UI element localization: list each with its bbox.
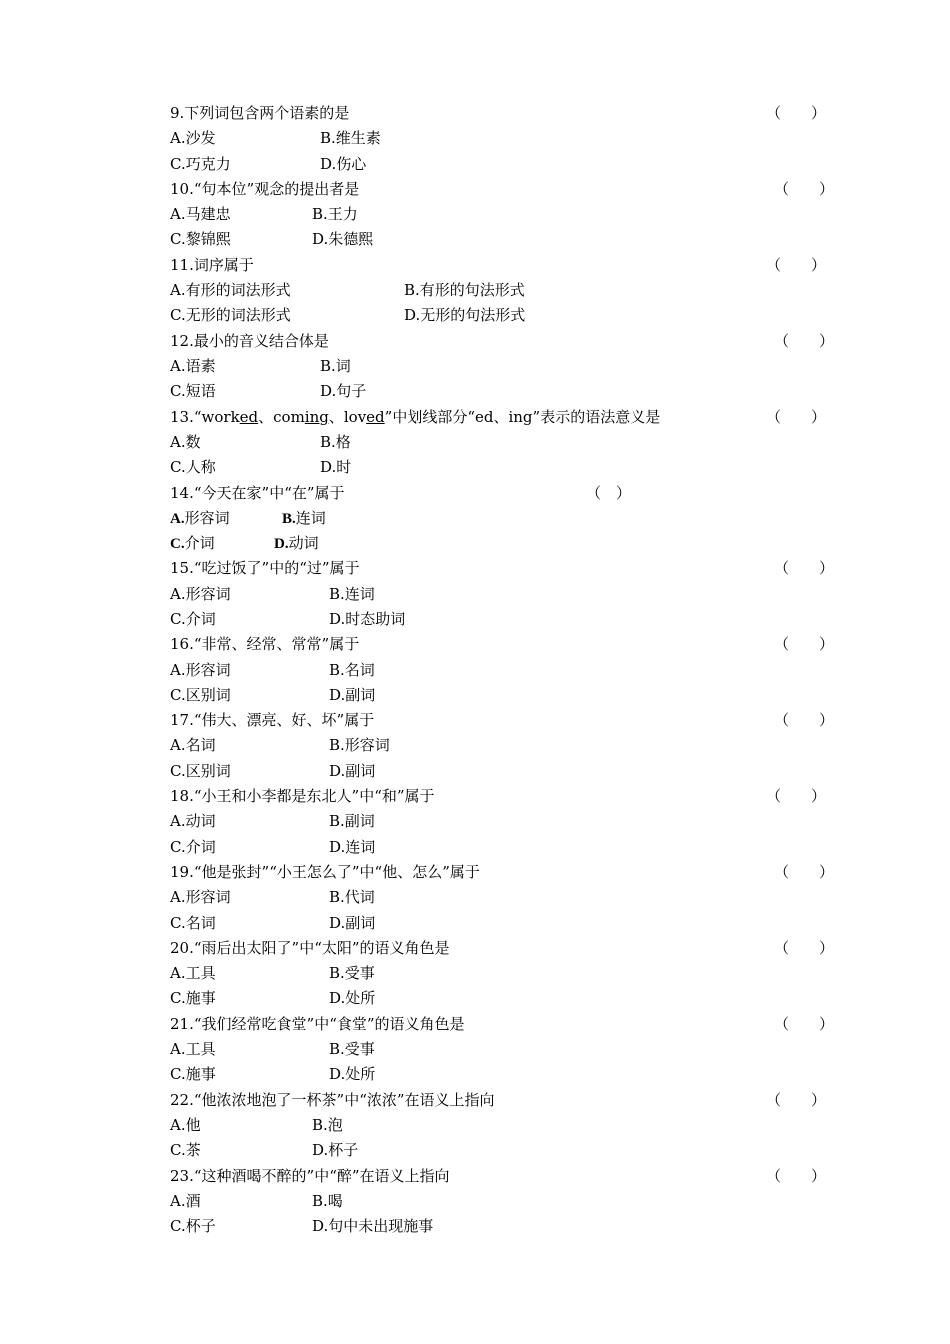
option-a[interactable]: A.形容词 bbox=[170, 508, 230, 527]
options-line bbox=[170, 531, 850, 556]
option-c[interactable]: C.介词 bbox=[170, 534, 215, 553]
option-d[interactable]: D.时 bbox=[320, 458, 352, 477]
question-stem: 9.下列词包含两个语素的是 bbox=[170, 104, 350, 122]
answer-parentheses[interactable]: （ ） bbox=[586, 483, 632, 502]
option-a[interactable]: A.数 bbox=[170, 432, 201, 451]
question-stem-line bbox=[170, 784, 850, 809]
options-line bbox=[170, 455, 850, 480]
question-block bbox=[170, 177, 850, 253]
options-line bbox=[170, 1113, 850, 1138]
question-stem-line bbox=[170, 708, 850, 733]
question-block bbox=[170, 481, 850, 557]
option-a[interactable]: A.工具 bbox=[170, 1040, 216, 1059]
option-c[interactable]: C.杯子 bbox=[170, 1217, 216, 1236]
option-c[interactable]: C.人称 bbox=[170, 458, 216, 477]
question-stem: 12.最小的音义结合体是 bbox=[170, 331, 329, 350]
answer-parentheses[interactable]: （ ） bbox=[766, 104, 827, 122]
answer-parentheses[interactable]: （ ） bbox=[766, 255, 827, 274]
answer-parentheses[interactable]: （ ） bbox=[774, 179, 835, 198]
options-line bbox=[170, 683, 850, 708]
option-b[interactable]: B.王力 bbox=[312, 205, 358, 224]
question-stem-line bbox=[170, 405, 850, 430]
option-a[interactable]: A.形容词 bbox=[170, 888, 231, 907]
option-b[interactable]: B.词 bbox=[320, 356, 351, 375]
options-line bbox=[170, 152, 850, 177]
option-b[interactable]: B.名词 bbox=[329, 660, 375, 679]
question-block bbox=[170, 632, 850, 708]
options-line bbox=[170, 885, 850, 910]
question-stem: 21.“我们经常吃食堂”中“食堂”的语义角色是 bbox=[170, 1014, 465, 1033]
question-stem: 22.“他浓浓地泡了一杯茶”中“浓浓”在语义上指向 bbox=[170, 1090, 495, 1109]
options-line bbox=[170, 506, 850, 531]
question-block bbox=[170, 101, 850, 177]
option-a[interactable]: A.语素 bbox=[170, 356, 216, 375]
option-a[interactable]: A.沙发 bbox=[170, 129, 216, 148]
question-stem-line bbox=[170, 1012, 850, 1037]
options-line bbox=[170, 986, 850, 1011]
question-stem: 10.“句本位”观念的提出者是 bbox=[170, 179, 360, 198]
options-line bbox=[170, 835, 850, 860]
option-b[interactable]: B.受事 bbox=[329, 1040, 375, 1059]
answer-parentheses[interactable]: （ ） bbox=[766, 1166, 827, 1185]
question-block bbox=[170, 784, 850, 860]
question-stem-line bbox=[170, 556, 850, 581]
answer-parentheses[interactable]: （ ） bbox=[766, 787, 827, 806]
option-c[interactable]: C.黎锦熙 bbox=[170, 230, 231, 249]
question-stem bbox=[170, 405, 660, 430]
question-block bbox=[170, 1164, 850, 1240]
question-block bbox=[170, 556, 850, 632]
answer-parentheses[interactable]: （ ） bbox=[774, 635, 835, 654]
answer-parentheses[interactable]: （ ） bbox=[774, 863, 835, 881]
question-stem: 15.“吃过饭了”中的“过”属于 bbox=[170, 559, 360, 578]
options-line bbox=[170, 1214, 850, 1239]
option-b[interactable]: B.格 bbox=[320, 432, 351, 451]
question-stem-line bbox=[170, 1088, 850, 1113]
options-line bbox=[170, 1138, 850, 1163]
option-c[interactable]: C.短语 bbox=[170, 382, 216, 401]
option-c[interactable]: C.区别词 bbox=[170, 685, 231, 704]
stem-text: ”中划线部分“ed、ing”表示的语法意义是 bbox=[384, 407, 661, 426]
options-line bbox=[170, 658, 850, 683]
options-line bbox=[170, 582, 850, 607]
question-stem: 17.“伟大、漂亮、好、坏”属于 bbox=[170, 711, 375, 730]
option-d[interactable]: D.句中未出现施事 bbox=[312, 1217, 434, 1236]
options-line bbox=[170, 911, 850, 936]
underlined-suffix: ed bbox=[239, 407, 259, 426]
option-a[interactable]: A.动词 bbox=[170, 812, 216, 831]
option-c[interactable]: C.介词 bbox=[170, 837, 216, 856]
answer-parentheses[interactable]: （ ） bbox=[774, 331, 835, 350]
option-c[interactable]: C.施事 bbox=[170, 1065, 216, 1084]
question-block bbox=[170, 329, 850, 405]
option-a[interactable]: A.有形的词法形式 bbox=[170, 281, 291, 300]
option-d[interactable]: D.连词 bbox=[329, 837, 376, 856]
options-line bbox=[170, 303, 850, 328]
answer-parentheses[interactable]: （ ） bbox=[774, 559, 835, 578]
question-stem-line bbox=[170, 101, 850, 126]
question-stem: 16.“非常、经常、常常”属于 bbox=[170, 635, 360, 654]
option-a[interactable]: A.名词 bbox=[170, 736, 216, 755]
options-line bbox=[170, 961, 850, 986]
options-line bbox=[170, 278, 850, 303]
option-c[interactable]: C.施事 bbox=[170, 989, 216, 1008]
option-d[interactable]: D.副词 bbox=[329, 761, 376, 780]
options-line bbox=[170, 1189, 850, 1214]
option-d[interactable]: D.动词 bbox=[274, 534, 319, 553]
option-b[interactable]: B.副词 bbox=[329, 812, 375, 831]
option-d[interactable]: D.时态助词 bbox=[329, 609, 406, 628]
question-stem-line bbox=[170, 632, 850, 657]
question-stem: 20.“雨后出太阳了”中“太阳”的语义角色是 bbox=[170, 938, 450, 957]
option-a[interactable]: A.酒 bbox=[170, 1191, 201, 1210]
options-line bbox=[170, 126, 850, 151]
underlined-suffix: ed bbox=[366, 407, 385, 426]
underlined-suffix: ing bbox=[304, 407, 329, 426]
option-b[interactable]: B.有形的句法形式 bbox=[404, 281, 525, 300]
question-stem: 11.词序属于 bbox=[170, 255, 254, 274]
option-a[interactable]: A.他 bbox=[170, 1115, 201, 1134]
stem-text: 13.“work bbox=[170, 407, 240, 426]
option-a[interactable]: A.马建忠 bbox=[170, 205, 231, 224]
option-b[interactable]: B.维生素 bbox=[320, 129, 381, 148]
option-a[interactable]: A.形容词 bbox=[170, 660, 231, 679]
option-d[interactable]: D.伤心 bbox=[320, 154, 367, 173]
question-block bbox=[170, 1012, 850, 1088]
option-b[interactable]: B.喝 bbox=[312, 1191, 343, 1210]
question-stem-line bbox=[170, 936, 850, 961]
question-stem-line bbox=[170, 481, 850, 506]
options-line bbox=[170, 1062, 850, 1087]
question-stem: 19.“他是张封”“小王怎么了”中“他、怎么”属于 bbox=[170, 863, 480, 881]
option-b[interactable]: B.形容词 bbox=[329, 736, 390, 755]
answer-parentheses[interactable]: （ ） bbox=[774, 711, 835, 730]
question-block bbox=[170, 405, 850, 481]
question-block bbox=[170, 253, 850, 329]
option-d[interactable]: D.副词 bbox=[329, 913, 376, 932]
options-line bbox=[170, 607, 850, 632]
answer-parentheses[interactable]: （ ） bbox=[766, 407, 827, 426]
question-block bbox=[170, 708, 850, 784]
option-d[interactable]: D.朱德熙 bbox=[312, 230, 374, 249]
question-stem: 18.“小王和小李都是东北人”中“和”属于 bbox=[170, 787, 435, 806]
question-stem-line bbox=[170, 253, 850, 278]
option-b[interactable]: B.受事 bbox=[329, 964, 375, 983]
option-d[interactable]: D.无形的句法形式 bbox=[404, 306, 526, 325]
question-stem: 14.“今天在家”中“在”属于 bbox=[170, 483, 345, 502]
option-a[interactable]: A.工具 bbox=[170, 964, 216, 983]
option-c[interactable]: C.名词 bbox=[170, 913, 216, 932]
option-c[interactable]: C.巧克力 bbox=[170, 154, 231, 173]
question-stem-line bbox=[170, 329, 850, 354]
options-line bbox=[170, 430, 850, 455]
question-stem: 23.“这种酒喝不醉的”中“醉”在语义上指向 bbox=[170, 1166, 450, 1185]
options-line bbox=[170, 379, 850, 404]
option-c[interactable]: C.区别词 bbox=[170, 761, 231, 780]
stem-text: 、com bbox=[258, 407, 305, 426]
option-b[interactable]: B.连词 bbox=[282, 508, 326, 527]
answer-parentheses[interactable]: （ ） bbox=[774, 1014, 835, 1033]
question-block bbox=[170, 936, 850, 1012]
option-c[interactable]: C.无形的词法形式 bbox=[170, 306, 291, 325]
option-c[interactable]: C.茶 bbox=[170, 1141, 201, 1160]
option-b[interactable]: B.连词 bbox=[329, 584, 375, 603]
option-d[interactable]: D.句子 bbox=[320, 382, 367, 401]
options-line bbox=[170, 759, 850, 784]
answer-parentheses[interactable]: （ ） bbox=[766, 1090, 827, 1109]
option-d[interactable]: D.处所 bbox=[329, 989, 376, 1008]
question-stem-line bbox=[170, 177, 850, 202]
option-b[interactable]: B.代词 bbox=[329, 888, 375, 907]
question-block bbox=[170, 860, 850, 936]
options-line bbox=[170, 227, 850, 252]
option-b[interactable]: B.泡 bbox=[312, 1115, 343, 1134]
option-d[interactable]: D.副词 bbox=[329, 685, 376, 704]
options-line bbox=[170, 733, 850, 758]
question-stem-line bbox=[170, 1164, 850, 1189]
answer-parentheses[interactable]: （ ） bbox=[774, 938, 835, 957]
option-c[interactable]: C.介词 bbox=[170, 609, 216, 628]
stem-text: 、lov bbox=[328, 407, 367, 426]
option-d[interactable]: D.处所 bbox=[329, 1065, 376, 1084]
options-line bbox=[170, 354, 850, 379]
option-d[interactable]: D.杯子 bbox=[312, 1141, 359, 1160]
options-line bbox=[170, 809, 850, 834]
question-block bbox=[170, 1088, 850, 1164]
option-a[interactable]: A.形容词 bbox=[170, 584, 231, 603]
options-line bbox=[170, 1037, 850, 1062]
question-stem-line bbox=[170, 860, 850, 885]
options-line bbox=[170, 202, 850, 227]
